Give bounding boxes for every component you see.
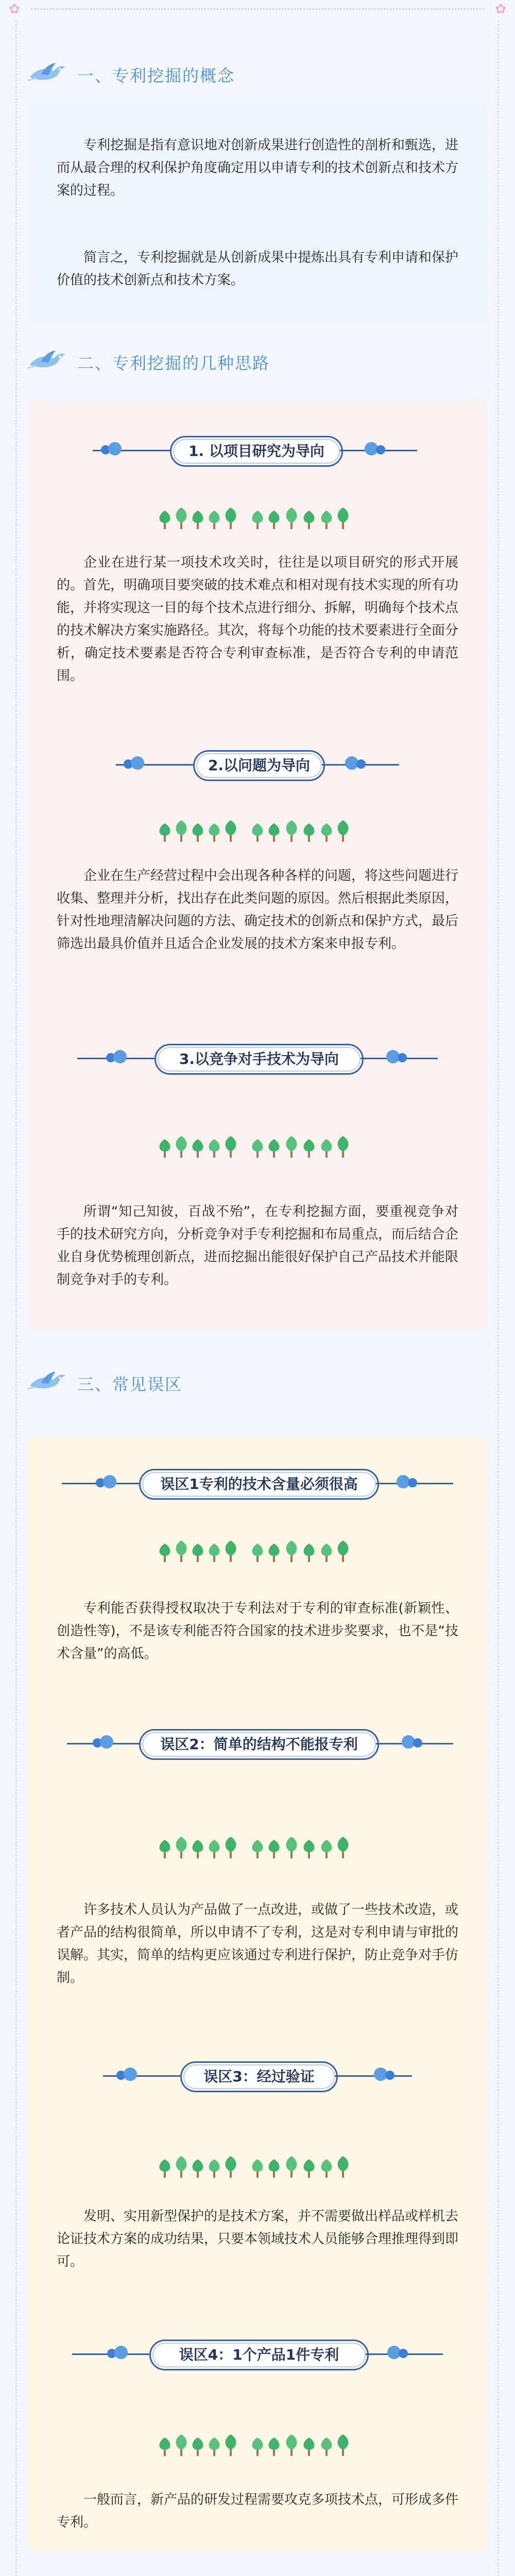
flower-icon: ✿: [9, 2, 20, 17]
section-heading-2: [26, 344, 489, 375]
tree-icon: [304, 511, 315, 529]
bubbles-icon: [116, 2065, 143, 2086]
tree-icon: [321, 511, 332, 529]
tree-icon: [176, 1540, 187, 1562]
tree-icon: [160, 823, 170, 842]
tree-icon: [209, 2437, 220, 2456]
tree-icon: [226, 1540, 236, 1562]
tree-icon: [269, 2437, 280, 2456]
tree-icon: [193, 1139, 203, 1158]
tree-icon: [209, 2159, 220, 2178]
bubbles-icon: [124, 754, 150, 775]
tree-row-icon: [0, 1832, 515, 1860]
tree-row-icon: [0, 2429, 515, 2458]
paragraph: 简言之，专利挖掘就是从创新成果中提炼出具有专利申请和保护价值的技术创新点和技术方案。: [57, 250, 459, 288]
tree-icon: [193, 2437, 203, 2456]
section-title: 三、常见误区: [77, 1375, 183, 1394]
tree-icon: [304, 823, 315, 842]
tree-icon: [321, 1840, 332, 1858]
section-heading-1: [26, 57, 489, 88]
tree-icon: [286, 507, 297, 529]
tree-icon: [176, 1837, 187, 1858]
tree-icon: [338, 820, 349, 842]
tree-icon: [286, 1540, 297, 1562]
paragraph: 专利挖掘是指有意识地对创新成果进行创造性的剖析和甄选，进而从最合理的权利保护角度确定用以申请专利的技术创新点和技术方案的过程。: [57, 138, 459, 198]
bird-icon: [26, 347, 67, 373]
tree-icon: [176, 2434, 187, 2456]
tree-icon: [338, 1837, 349, 1858]
tree-icon: [226, 2156, 236, 2178]
subheading-pill: 误区4：1个产品1件专利: [149, 2340, 369, 2370]
tree-icon: [286, 1136, 297, 1158]
tree-icon: [338, 1136, 349, 1158]
bubbles-icon: [101, 440, 128, 461]
tree-icon: [176, 1136, 187, 1158]
paragraph: 许多技术人员认为产品做了一点改进，或做了一些技术改造，或者产品的结构很简单，所以申请不了专利，这是对专利申请与审批的误解。其实，简单的结构更应该通过专利进行保护，防止竞争对手仿制。: [57, 1902, 459, 1986]
tree-icon: [160, 2159, 170, 2178]
tree-icon: [176, 507, 187, 529]
subheading-pill: 2.以问题为导向: [193, 750, 325, 781]
bird-icon: [26, 60, 67, 86]
tree-row-icon: [0, 1131, 515, 1160]
tree-icon: [209, 823, 220, 842]
subheading-row: [0, 2058, 515, 2094]
section-title: 一、专利挖掘的概念: [77, 66, 235, 86]
tree-row-icon: [0, 2151, 515, 2180]
tree-icon: [252, 2159, 263, 2178]
paragraph: 专利能否获得授权取决于专利法对于专利的审查标准(新颖性、创造性等)，不是该专利能否符合国家的技术进步奖要求，也不是“技术含量”的高低。: [57, 1601, 458, 1662]
tree-icon: [321, 2159, 332, 2178]
tree-icon: [226, 2434, 236, 2456]
tree-icon: [226, 820, 236, 842]
tree-row-icon: [0, 815, 515, 844]
subheading-pill: 误区1专利的技术含量必须很高: [139, 1469, 379, 1500]
bubbles-icon: [397, 1473, 423, 1494]
tree-icon: [193, 2159, 203, 2178]
tree-icon: [321, 2437, 332, 2456]
tree-icon: [226, 1136, 236, 1158]
tree-icon: [252, 2437, 263, 2456]
tree-icon: [286, 2434, 297, 2456]
bubbles-icon: [374, 2065, 401, 2086]
tree-icon: [338, 2156, 349, 2178]
tree-icon: [269, 1840, 280, 1858]
subheading-row: [0, 1466, 515, 1502]
bubbles-icon: [365, 440, 391, 461]
section-heading-3: [26, 1365, 489, 1396]
tree-icon: [193, 1840, 203, 1858]
paragraph: 一般而言，新产品的研发过程需要攻克多项技术点，可形成多件专利。: [57, 2492, 459, 2530]
bubbles-icon: [402, 1733, 428, 1754]
tree-icon: [160, 1544, 170, 1562]
right-dotted-line: [497, 21, 499, 2576]
tree-icon: [176, 2156, 187, 2178]
bubbles-icon: [387, 2344, 414, 2364]
bubbles-icon: [106, 1048, 133, 1069]
tree-icon: [252, 1544, 263, 1562]
tree-icon: [252, 823, 263, 842]
tree-icon: [338, 1540, 349, 1562]
tree-icon: [226, 1837, 236, 1858]
tree-icon: [269, 1544, 280, 1562]
tree-icon: [193, 511, 203, 529]
subheading-row: [0, 1726, 515, 1762]
tree-icon: [286, 1837, 297, 1858]
tree-icon: [321, 823, 332, 842]
dotted-divider: [31, 8, 484, 10]
left-dotted-line: [15, 21, 17, 2576]
subheading-pill: 误区3：经过验证: [180, 2061, 338, 2092]
tree-icon: [226, 507, 236, 529]
tree-icon: [286, 2156, 297, 2178]
subheading-row: [0, 433, 515, 469]
tree-icon: [176, 820, 187, 842]
subheading-pill: 误区2：简单的结构不能报专利: [139, 1729, 379, 1760]
tree-icon: [160, 511, 170, 529]
top-decorative-border: [0, 0, 515, 19]
tree-row-icon: [0, 502, 515, 531]
tree-icon: [252, 1139, 263, 1158]
subheading-row: [0, 747, 515, 783]
subheading-pill: 3.以竞争对手技术为导向: [154, 1044, 364, 1075]
tree-icon: [286, 820, 297, 842]
paragraph: 所谓“知己知彼，百战不殆”，在专利挖掘方面，要重视竞争对手的技术研究方向，分析竞争对手专利挖掘和布局重点，而后结合企业自身优势梳理创新点，进而挖掘出能很好保护自己产品技术并能限制竞争对手的专利。: [57, 1204, 459, 1287]
tree-icon: [269, 511, 280, 529]
bubbles-icon: [96, 1473, 123, 1494]
tree-icon: [269, 2159, 280, 2178]
tree-icon: [269, 1139, 280, 1158]
tree-icon: [193, 823, 203, 842]
tree-icon: [252, 1840, 263, 1858]
tree-icon: [160, 2437, 170, 2456]
paragraph: 企业在生产经营过程中会出现各种各样的问题，将这些问题进行收集、整理并分析，找出存在此类问题的原因。然后根据此类原因，针对性地理清解决问题的方法、确定技术的创新点和保护方式，最后筛选出最具价值并且适合企业发展的技术方案来申报专利。: [57, 868, 459, 952]
section-title: 二、专利挖掘的几种思路: [77, 353, 270, 373]
subheading-row: [0, 2336, 515, 2372]
tree-icon: [252, 511, 263, 529]
tree-icon: [209, 1139, 220, 1158]
tree-icon: [321, 1544, 332, 1562]
bird-icon: [26, 1368, 67, 1394]
tree-icon: [304, 2437, 315, 2456]
tree-icon: [321, 1139, 332, 1158]
tree-icon: [304, 1139, 315, 1158]
subheading-pill: 1. 以项目研究为导向: [170, 436, 343, 467]
bubbles-icon: [107, 2344, 134, 2364]
bubbles-icon: [386, 1048, 413, 1069]
flower-icon: ✿: [495, 2, 506, 17]
paragraph: 发明、实用新型保护的是技术方案，并不需要做出样品或样机去论证技术方案的成功结果，只要本领域技术人员能够合理推理得到即可。: [57, 2209, 459, 2269]
tree-icon: [304, 1840, 315, 1858]
tree-icon: [193, 1544, 203, 1562]
bubbles-icon: [93, 1733, 119, 1754]
tree-icon: [304, 1544, 315, 1562]
tree-row-icon: [0, 1535, 515, 1564]
bubbles-icon: [345, 754, 372, 775]
tree-icon: [304, 2159, 315, 2178]
tree-icon: [338, 2434, 349, 2456]
tree-icon: [160, 1840, 170, 1858]
subheading-row: [0, 1041, 515, 1077]
tree-icon: [209, 511, 220, 529]
paragraph: 企业在进行某一项技术攻关时，往往是以项目研究的形式开展的。首先，明确项目要突破的技术难点和相对现有技术实现的所有功能，并将实现这一目的每个技术点进行细分、拆解，明确每个技术点的技术解决方案实施路径。其次，将每个功能的技术要素进行全面分析，确定技术要素是否符合专利审查标准，是否符合专利的申请范围。: [57, 555, 459, 684]
tree-icon: [338, 507, 349, 529]
tree-icon: [160, 1139, 170, 1158]
tree-icon: [209, 1840, 220, 1858]
tree-icon: [209, 1544, 220, 1562]
tree-icon: [269, 823, 280, 842]
